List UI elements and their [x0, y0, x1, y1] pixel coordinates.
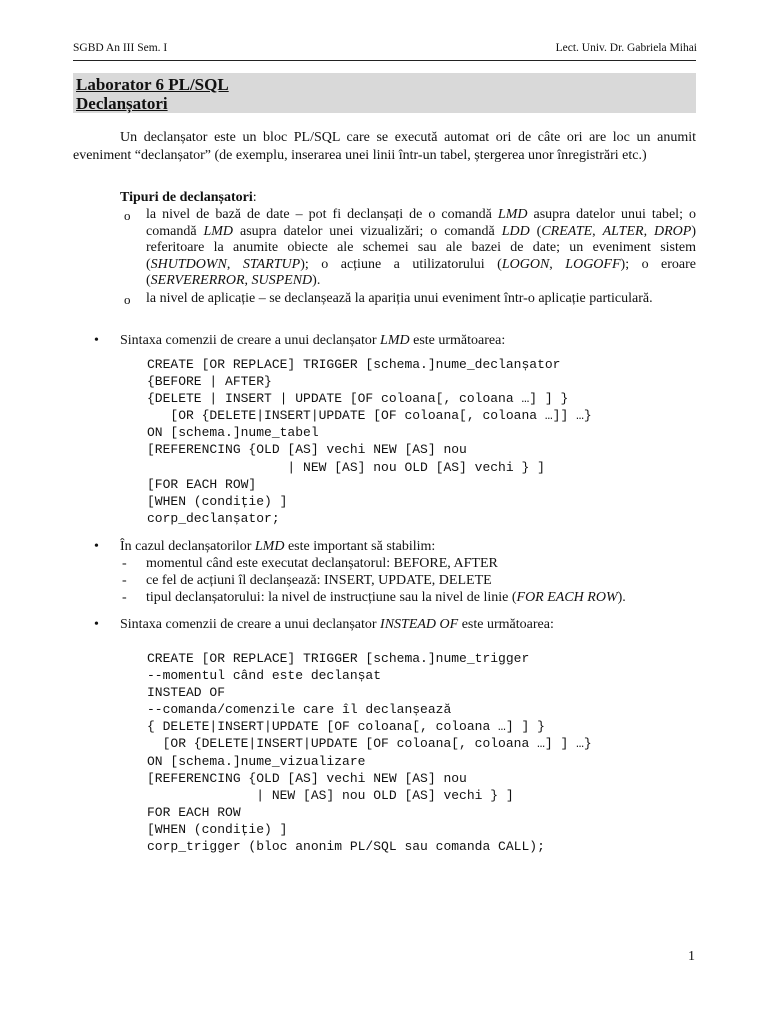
syntax-instead-intro: Sintaxa comenzii de creare a unui declanșator INSTEAD OF este următoarea:: [120, 617, 554, 632]
bullet-icon: •: [94, 333, 99, 348]
circle-bullet-icon: o: [124, 208, 131, 223]
types-heading-colon: :: [252, 190, 257, 205]
bullet-icon: •: [94, 617, 99, 632]
types-heading-text: Tipuri de declanșatori: [120, 190, 253, 205]
lmd-notes-intro: În cazul declanșatorilor LMD este important să stabilim:: [120, 539, 436, 554]
page-number: 1: [688, 949, 695, 964]
code-block-instead-of-trigger: CREATE [OR REPLACE] TRIGGER [schema.]nume_trigger --momentul când este declanșat INSTEAD OF --comanda/comenzile care îl declanșează { DELETE|INSERT|UPDATE [OF coloana[, coloana …] ] } [OR {DELETE|INSERT|UPDATE [OF coloana[, coloana …] ] …} ON [schema.]nume_vizualizare [REFERENCING {OLD [AS] vechi NEW [AS] nou | NEW [AS] nou OLD [AS] vechi } ] FOR EACH ROW [WHEN (condiție) ] corp_trigger (bloc anonim PL/SQL sau comanda CALL);: [147, 651, 592, 855]
code-block-lmd-trigger: CREATE [OR REPLACE] TRIGGER [schema.]nume_declanșator {BEFORE | AFTER} {DELETE | INSERT | UPDATE [OF coloana[, coloana …] ] } [OR {DELETE|INSERT|UPDATE [OF coloana[, coloana …]] …} ON [schema.]nume_tabel [REFERENCING {OLD [AS] vechi NEW [AS] nou | NEW [AS] nou OLD [AS] vechi } ] [FOR EACH ROW] [WHEN (condiție) ] corp_declanșator;: [147, 357, 592, 526]
list-item: ce fel de acțiuni îl declanșează: INSERT, UPDATE, DELETE: [146, 573, 492, 588]
intro-paragraph: Un declanșator este un bloc PL/SQL care se execută automat ori de câte ori are loc un anumit eveniment “declanșator” (de exemplu, inserarea unei linii într-un tabel, ștergerea unor înregistrări etc.): [73, 130, 696, 163]
type-database-level: la nivel de bază de date – pot fi declanșați de o comandă LMD asupra datelor unui tabel; o comandă LMD asupra datelor unei vizualizări; o comandă LDD (CREATE, ALTER, DROP) referitoare la anumite obiecte ale schemei sau ale bazei de date; un eveniment sistem (SHUTDOWN, STARTUP); o acțiune a utilizatorului (LOGON, LOGOFF); o eroare (SERVERERROR, SUSPEND).: [146, 207, 697, 289]
circle-bullet-icon: o: [124, 292, 131, 307]
list-item: tipul declanșatorului: la nivel de instrucțiune sau la nivel de linie (FOR EACH ROW).: [146, 590, 626, 605]
list-item: momentul când este executat declanșatorul: BEFORE, AFTER: [146, 556, 498, 571]
page-title: Laborator 6 PL/SQL: [76, 75, 229, 94]
header-course: SGBD An III Sem. I: [73, 42, 168, 54]
types-heading: [120, 190, 257, 206]
dash-bullet-icon: -: [122, 573, 127, 588]
header-author: Lect. Univ. Dr. Gabriela Mihai: [555, 42, 697, 54]
type-application-level: la nivel de aplicație – se declanșează la apariția unui eveniment într-o aplicație particulară.: [146, 291, 653, 306]
syntax-lmd-intro: Sintaxa comenzii de creare a unui declanșator LMD este următoarea:: [120, 333, 506, 348]
dash-bullet-icon: -: [122, 590, 127, 605]
bullet-icon: •: [94, 539, 99, 554]
header-divider: [73, 60, 696, 61]
dash-bullet-icon: -: [122, 556, 127, 571]
page-subtitle: Declanșatori: [76, 94, 168, 113]
title-box: [73, 73, 696, 113]
